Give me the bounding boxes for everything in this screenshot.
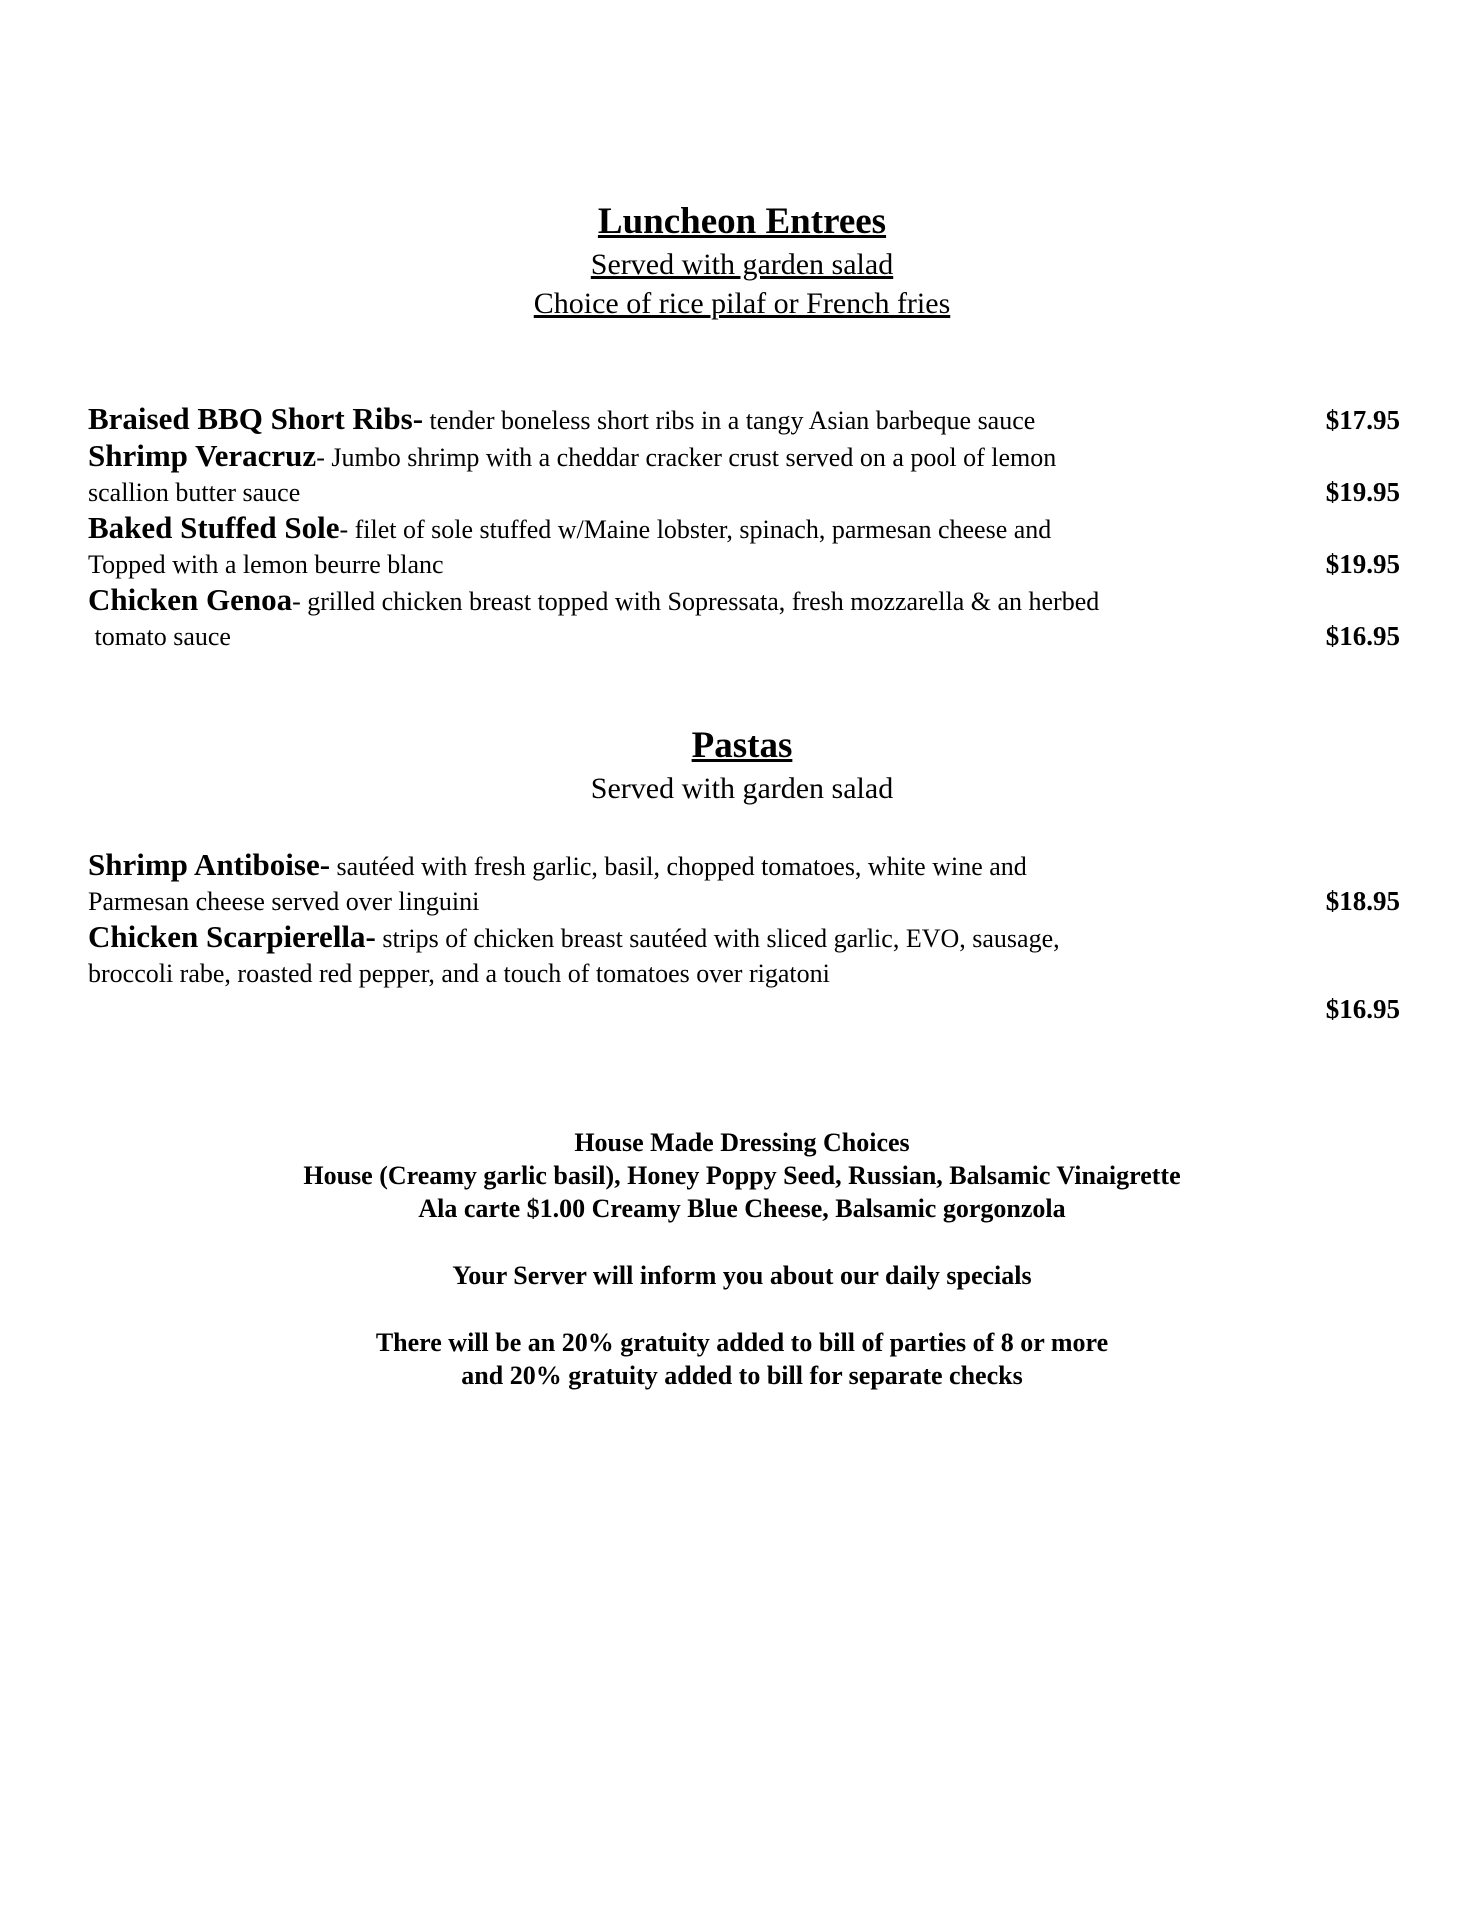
item-description-continued: scallion butter sauce (88, 478, 301, 507)
item-price: $16.95 (1325, 994, 1400, 1024)
menu-notes (0, 1126, 1484, 1392)
entrees-header (0, 201, 1484, 323)
specials-note: Your Server will inform you about our daily specials (452, 1261, 1032, 1290)
item-description: - filet of sole stuffed w/Maine lobster, spinach, parmesan cheese and (339, 515, 1052, 544)
item-name: Shrimp Antiboise- (88, 847, 331, 882)
spacer (0, 1225, 1484, 1259)
entrees-subtitle-sides: Choice of rice pilaf or French fries (533, 287, 951, 320)
item-description-continued: Topped with a lemon beurre blanc (88, 550, 444, 579)
item-price: $16.95 (1325, 621, 1400, 651)
pastas-title: Pastas (691, 725, 793, 766)
item-name: Baked Stuffed Sole (88, 510, 340, 545)
item-description-continued: broccoli rabe, roasted red pepper, and a touch of tomatoes over rigatoni (88, 959, 830, 988)
dressing-ala-carte: Ala carte $1.00 Creamy Blue Cheese, Balsamic gorgonzola (418, 1194, 1066, 1223)
item-price: $19.95 (1325, 549, 1400, 579)
menu-item (88, 510, 1400, 582)
pastas-header (0, 725, 1484, 808)
item-price: $18.95 (1325, 886, 1400, 916)
pastas-subtitle-salad: Served with garden salad (590, 772, 894, 805)
entrees-subtitle-salad: Served with garden salad (590, 248, 894, 281)
item-description: tender boneless short ribs in a tangy Asian barbeque sauce (423, 406, 1036, 435)
dressing-choices: House (Creamy garlic basil), Honey Poppy Seed, Russian, Balsamic Vinaigrette (303, 1161, 1181, 1190)
gratuity-note: There will be an 20% gratuity added to bill of parties of 8 or more (375, 1328, 1109, 1357)
spacer (0, 1292, 1484, 1326)
menu-item (88, 582, 1400, 654)
item-description-continued: Parmesan cheese served over linguini (88, 887, 480, 916)
item-name: Braised BBQ Short Ribs- (88, 401, 424, 436)
item-price: $19.95 (1325, 477, 1400, 507)
item-name: Chicken Scarpierella- (88, 919, 376, 954)
pastas-list (88, 847, 1400, 1024)
item-description: - Jumbo shrimp with a cheddar cracker crust served on a pool of lemon (316, 443, 1057, 472)
item-price: $17.95 (1325, 405, 1400, 435)
menu-item (88, 401, 1400, 438)
item-description: - grilled chicken breast topped with Sopressata, fresh mozzarella & an herbed (292, 587, 1100, 616)
dressing-title: House Made Dressing Choices (574, 1128, 910, 1157)
entrees-list (88, 401, 1400, 654)
menu-item (88, 847, 1400, 919)
menu-item (88, 919, 1400, 1024)
item-description: sautéed with fresh garlic, basil, chopped tomatoes, white wine and (330, 852, 1027, 881)
item-name: Shrimp Veracruz (88, 438, 317, 473)
item-description-continued: tomato sauce (88, 622, 231, 651)
menu-item (88, 438, 1400, 510)
gratuity-note-continued: and 20% gratuity added to bill for separate checks (461, 1361, 1023, 1390)
item-name: Chicken Genoa (88, 582, 293, 617)
entrees-title: Luncheon Entrees (597, 201, 887, 242)
item-description: strips of chicken breast sautéed with sliced garlic, EVO, sausage, (375, 924, 1060, 953)
